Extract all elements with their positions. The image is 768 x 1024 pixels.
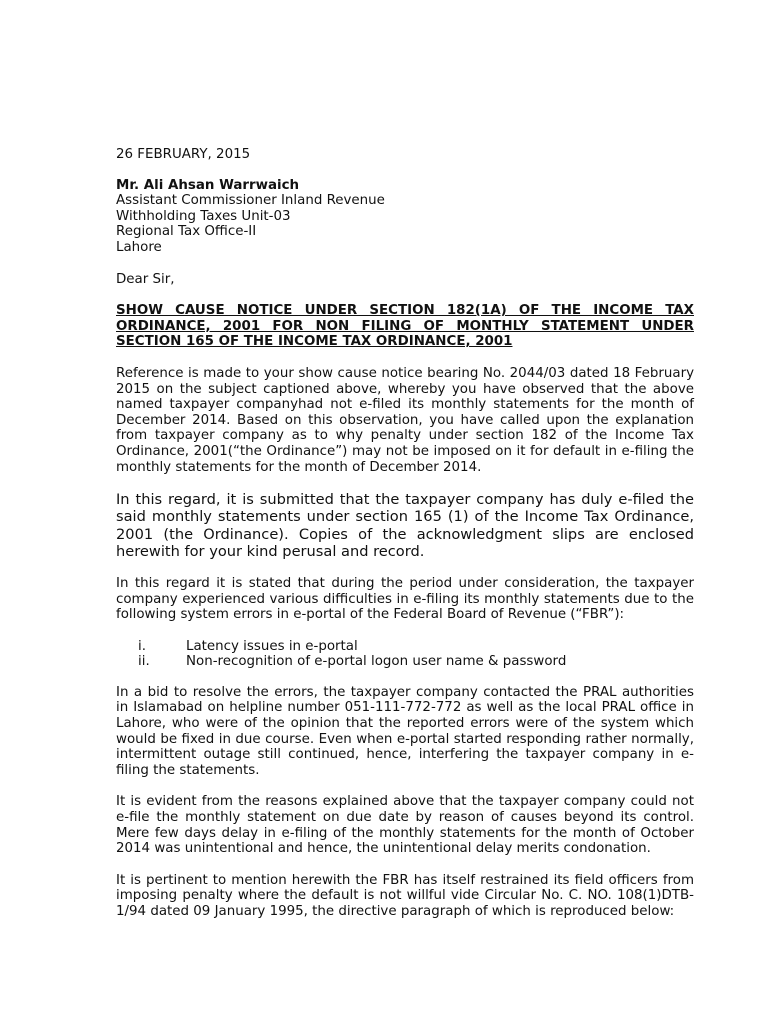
recipient-unit: Withholding Taxes Unit-03 bbox=[116, 208, 291, 224]
paragraph-submission: In this regard, it is submitted that the taxpayer company has duly e-filed the said monthly statements under section 165 (1) of the Income Tax Ordinance, 2001 (the Ordinance). Copies of the acknowledgment slips are enclosed herewith for your kind perusal and record. bbox=[116, 491, 694, 560]
issues-list bbox=[116, 639, 694, 670]
list-item bbox=[116, 639, 694, 655]
paragraph-condonation: It is evident from the reasons explained above that the taxpayer company could not e-file the monthly statement on due date by reason of causes beyond its control. Mere few days delay in e-filing of the monthly statements for the month of October 2014 was unintentional and hence, the unintentional delay merits condonation. bbox=[116, 794, 694, 857]
list-item bbox=[116, 654, 694, 670]
paragraph-difficulties: In this regard it is stated that during the period under consideration, the taxpayer company experienced various difficulties in e-filing its monthly statements due to the following system errors in e-portal of the Federal Board of Revenue (“FBR”): bbox=[116, 575, 694, 623]
paragraph-fbr-circular: It is pertinent to mention herewith the FBR has itself restrained its field officers from imposing penalty where the default is not willful vide Circular No. C. NO. 108(1)DTB-1/94 dated 09 January 1995, the directive paragraph of which is reproduced below: bbox=[116, 872, 694, 919]
recipient-address bbox=[116, 178, 694, 256]
list-item-number: i. bbox=[138, 638, 146, 654]
list-item-number: ii. bbox=[138, 654, 150, 670]
recipient-title: Assistant Commissioner Inland Revenue bbox=[116, 193, 385, 209]
paragraph-pral-contact: In a bid to resolve the errors, the taxpayer company contacted the PRAL authorities in Islamabad on helpline number 051-111-772-772 as well as the local PRAL office in Lahore, who were of the opinion that the reported errors were of the system which would be fixed in due course. Even when e-portal started responding rather normally, intermittent outage still continued, hence, interfering the taxpayer company in e-filing the statements. bbox=[116, 684, 694, 778]
recipient-office: Regional Tax Office-II bbox=[116, 224, 257, 240]
recipient-name: Mr. Ali Ahsan Warrwaich bbox=[116, 177, 300, 193]
letter-date: 26 FEBRUARY, 2015 bbox=[116, 147, 251, 162]
recipient-city: Lahore bbox=[116, 239, 162, 255]
paragraph-reference: Reference is made to your show cause notice bearing No. 2044/03 dated 18 February 2015 on the subject captioned above, whereby you have observed that the above named taxpayer companyhad not e-filed its monthly statements for the month of December 2014. Based on this observation, you have called upon the explanation from taxpayer company as to why penalty under section 182 of the Income Tax Ordinance, 2001(“the Ordinance”) may not be imposed on it for default in e-filing the monthly statements for the month of December 2014. bbox=[116, 365, 694, 475]
list-item-text: Latency issues in e-portal bbox=[186, 638, 358, 654]
list-item-text: Non-recognition of e-portal logon user name & password bbox=[186, 654, 567, 670]
subject-line: SHOW CAUSE NOTICE UNDER SECTION 182(1A) OF THE INCOME TAX ORDINANCE, 2001 FOR NON FILING OF MONTHLY STATEMENT UNDER SECTION 165 OF THE INCOME TAX ORDINANCE, 2001 bbox=[116, 303, 694, 350]
salutation: Dear Sir, bbox=[116, 271, 175, 287]
